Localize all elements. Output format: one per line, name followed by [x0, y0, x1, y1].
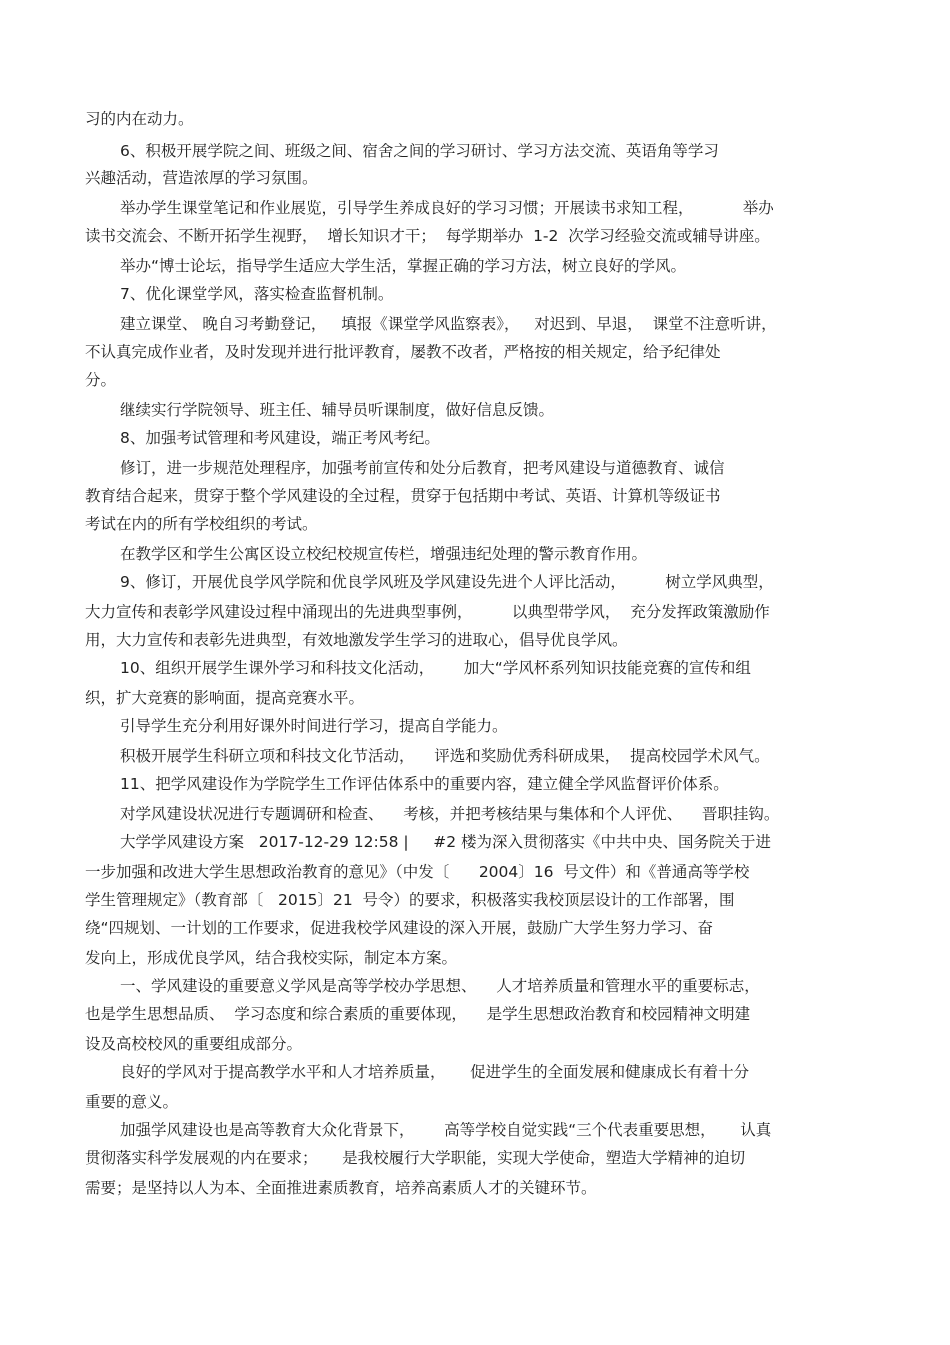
text-line: 建立课堂、 晚自习考勤登记， 填报《课堂学风监察表》， 对迟到、早退， 课堂不注意听讲，	[120, 315, 777, 333]
text-line: 教育结合起来，贯穿于整个学风建设的全过程，贯穿于包括期中考试、英语、计算机等级证书	[85, 487, 721, 505]
text-line: 发向上，形成优良学风，结合我校实际，制定本方案。	[85, 949, 458, 967]
text-line: 积极开展学生科研立项和科技文化节活动， 评选和奖励优秀科研成果， 提高校园学术风气。	[120, 747, 770, 765]
text-line: 织，扩大竞赛的影响面，提高竞赛水平。	[85, 689, 365, 707]
text-line: 学生管理规定》（教育部〔 2015〕21 号令）的要求，积极落实我校顶层设计的工作部署，围	[85, 891, 735, 909]
text-line: 一、学风建设的重要意义学风是高等学校办学思想、 人才培养质量和管理水平的重要标志，	[120, 977, 760, 995]
text-line: 良好的学风对于提高教学水平和人才培养质量， 促进学生的全面发展和健康成长有着十分	[120, 1063, 750, 1081]
text-line: 对学风建设状况进行专题调研和检查、 考核，并把考核结果与集体和个人评优、 晋职挂钩。	[120, 805, 780, 823]
text-line: 引导学生充分利用好课外时间进行学习，提高自学能力。	[120, 717, 508, 735]
text-line: 在教学区和学生公寓区设立校纪校规宣传栏，增强违纪处理的警示教育作用。	[120, 545, 648, 563]
text-line: 绕“四规划、一计划的工作要求，促进我校学风建设的深入开展，鼓励广大学生努力学习、奋	[85, 919, 714, 937]
text-line: 一步加强和改进大学生思想政治教育的意见》（中发〔 2004〕16 号文件）和《普通高等学校	[85, 863, 750, 881]
text-line: 习的内在动力。	[85, 110, 194, 128]
text-line: 8、加强考试管理和考风建设，端正考风考纪。	[120, 429, 440, 447]
text-line: 9、修订，开展优良学风学院和优良学风班及学风建设先进个人评比活动， 树立学风典型，	[120, 573, 774, 591]
text-line: 加强学风建设也是高等教育大众化背景下， 高等学校自觉实践“三个代表重要思想， 认真	[120, 1121, 772, 1139]
text-line: 举办“博士论坛，指导学生适应大学生活，掌握正确的学习方法，树立良好的学风。	[120, 257, 687, 275]
text-line: 重要的意义。	[85, 1093, 179, 1111]
text-line: 贯彻落实科学发展观的内在要求； 是我校履行大学职能，实现大学使命，塑造大学精神的迫切	[85, 1149, 746, 1167]
text-line: 兴趣活动，营造浓厚的学习氛围。	[85, 169, 318, 187]
text-line: 6、积极开展学院之间、班级之间、宿舍之间的学习研讨、学习方法交流、英语角等学习	[120, 142, 719, 160]
text-line: 需要；是坚持以人为本、全面推进素质教育，培养高素质人才的关键环节。	[85, 1179, 597, 1197]
text-line: 设及高校校风的重要组成部分。	[85, 1035, 303, 1053]
text-line: 10、组织开展学生课外学习和科技文化活动， 加大“学风杯系列知识技能竞赛的宣传和组	[120, 659, 751, 677]
text-line: 用，大力宣传和表彰先进典型，有效地激发学生学习的进取心，倡导优良学风。	[85, 631, 628, 649]
text-line: 考试在内的所有学校组织的考试。	[85, 515, 318, 533]
text-line: 读书交流会、不断开拓学生视野， 增长知识才干； 每学期举办 1-2 次学习经验交流或辅导讲座。	[85, 227, 770, 245]
text-line: 修订，进一步规范处理程序，加强考前宣传和处分后教育，把考风建设与道德教育、诚信	[120, 459, 725, 477]
text-line: 不认真完成作业者，及时发现并进行批评教育，屡教不改者，严格按的相关规定，给予纪律处	[85, 343, 721, 361]
text-line: 举办学生课堂笔记和作业展览，引导学生养成良好的学习习惯；开展读书求知工程， 举办	[120, 199, 774, 217]
text-line: 分。	[85, 371, 117, 389]
text-line: 继续实行学院领导、班主任、辅导员听课制度，做好信息反馈。	[120, 401, 555, 419]
text-line: 也是学生思想品质、 学习态度和综合素质的重要体现， 是学生思想政治教育和校园精神文明建	[85, 1005, 751, 1023]
text-line: 大力宣传和表彰学风建设过程中涌现出的先进典型事例， 以典型带学风， 充分发挥政策激励作	[85, 603, 770, 621]
text-line: 7、优化课堂学风，落实检查监督机制。	[120, 285, 394, 303]
text-line: 大学学风建设方案 2017-12-29 12:58 | #2 楼为深入贯彻落实《中共中央、国务院关于进	[120, 833, 772, 851]
text-line: 11、把学风建设作为学院学生工作评估体系中的重要内容，建立健全学风监督评价体系。	[120, 775, 729, 793]
